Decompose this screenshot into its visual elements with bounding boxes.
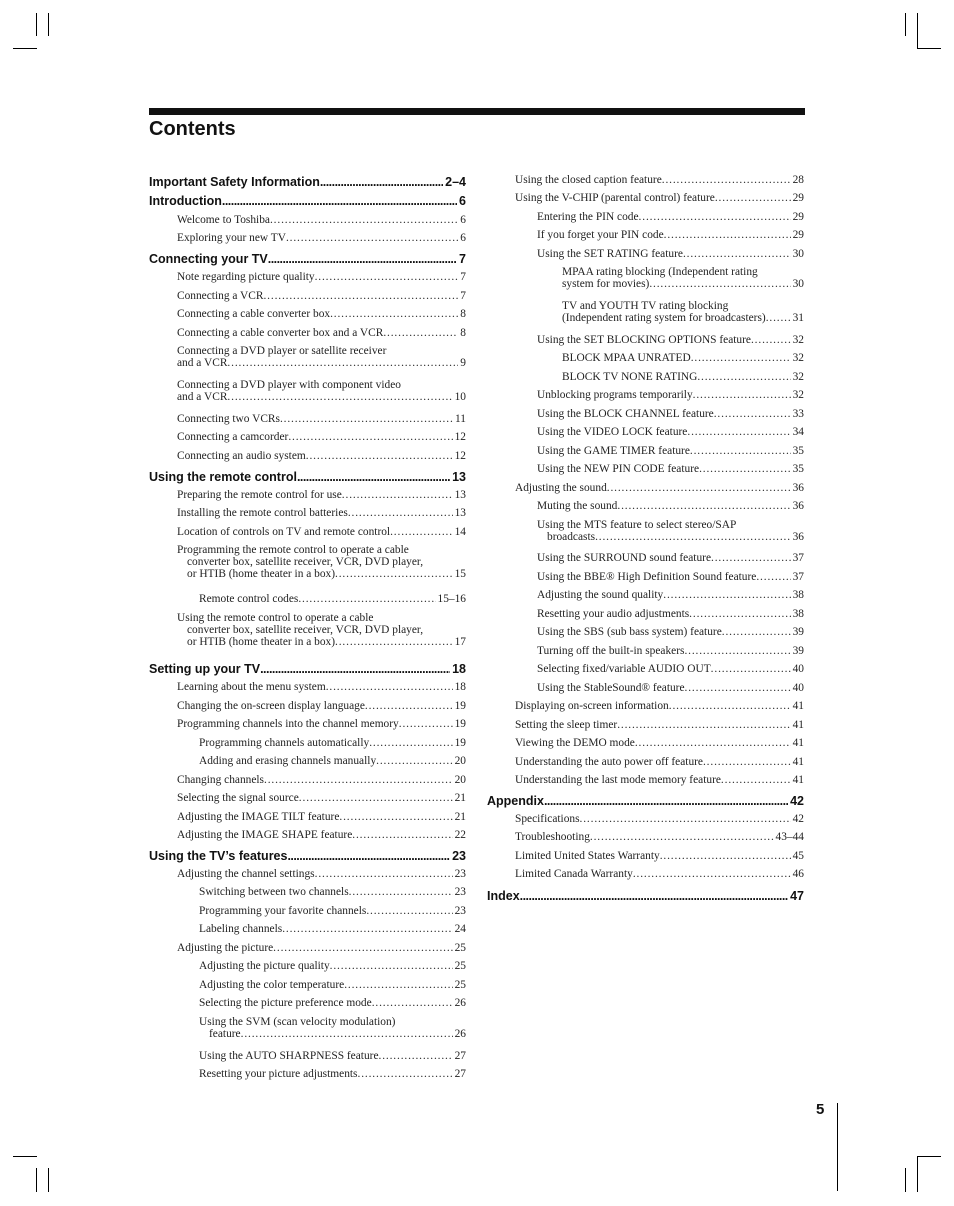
toc-entry[interactable]: Connecting a cable converter box . . . 8 bbox=[177, 308, 466, 320]
toc-section[interactable]: Setting up your TV . . . 18 bbox=[149, 662, 466, 676]
toc-entry[interactable]: Learning about the menu system . . . 18 bbox=[177, 681, 466, 693]
crop-mark bbox=[905, 1168, 906, 1192]
toc-entry[interactable]: Using the remote control to operate a cable converter box, satellite receiver, VCR, DVD player, or HTIB (home theater in a box) . . . 17 bbox=[177, 612, 466, 648]
toc-section[interactable]: Introduction . . . 6 bbox=[149, 194, 466, 208]
crop-mark bbox=[13, 48, 37, 49]
toc-entry[interactable]: Preparing the remote control for use . . . 13 bbox=[177, 489, 466, 501]
toc-entry[interactable]: Adjusting the picture . . . 25 bbox=[177, 942, 466, 954]
toc-entry[interactable]: Connecting two VCRs . . . 11 bbox=[177, 413, 466, 425]
toc-entry[interactable]: Entering the PIN code . . . 29 bbox=[537, 211, 804, 223]
toc-entry[interactable]: Resetting your picture adjustments . . . 27 bbox=[199, 1068, 466, 1080]
toc-entry[interactable]: Programming your favorite channels . . . 23 bbox=[199, 905, 466, 917]
page-number: 5 bbox=[816, 1101, 825, 1118]
toc-entry[interactable]: Connecting a camcorder . . . 12 bbox=[177, 431, 466, 443]
crop-mark bbox=[917, 1156, 918, 1192]
toc-entry[interactable]: Remote control codes . . . 15–16 bbox=[199, 593, 466, 605]
toc-entry[interactable]: Selecting the picture preference mode . . . 26 bbox=[199, 997, 466, 1009]
toc-entry[interactable]: Selecting the signal source . . . 21 bbox=[177, 792, 466, 804]
toc-entry[interactable]: Limited United States Warranty . . . 45 bbox=[515, 850, 804, 862]
toc-entry[interactable]: Programming channels automatically . . . 19 bbox=[199, 737, 466, 749]
toc-entry[interactable]: Labeling channels . . . 24 bbox=[199, 923, 466, 935]
toc-entry[interactable]: Exploring your new TV . . . 6 bbox=[177, 232, 466, 244]
toc-section[interactable]: Appendix . . . 42 bbox=[487, 794, 804, 808]
toc-entry[interactable]: Troubleshooting . . . 43–44 bbox=[515, 831, 804, 843]
toc-entry[interactable]: Installing the remote control batteries . . . 13 bbox=[177, 507, 466, 519]
crop-mark bbox=[905, 13, 906, 36]
toc-entry[interactable]: Using the SET BLOCKING OPTIONS feature . . . 32 bbox=[537, 334, 804, 346]
toc-entry[interactable]: Using the NEW PIN CODE feature . . . 35 bbox=[537, 463, 804, 475]
toc-entry[interactable]: TV and YOUTH TV rating blocking (Independent rating system for broadcasters) . . . 31 bbox=[562, 300, 804, 324]
toc-entry[interactable]: Location of controls on TV and remote control . . . 14 bbox=[177, 526, 466, 538]
toc-entry[interactable]: Changing the on-screen display language . . . 19 bbox=[177, 700, 466, 712]
toc-entry[interactable]: Using the SBS (sub bass system) feature . . . 39 bbox=[537, 626, 804, 638]
toc-entry[interactable]: Displaying on-screen information . . . 41 bbox=[515, 700, 804, 712]
toc-entry[interactable]: BLOCK MPAA UNRATED . . . 32 bbox=[562, 352, 804, 364]
toc-entry[interactable]: Welcome to Toshiba . . . 6 bbox=[177, 214, 466, 226]
toc-section[interactable]: Connecting your TV . . . 7 bbox=[149, 252, 466, 266]
toc-entry[interactable]: If you forget your PIN code . . . 29 bbox=[537, 229, 804, 241]
toc-entry[interactable]: Using the V-CHIP (parental control) feature . . . 29 bbox=[515, 192, 804, 204]
toc-entry[interactable]: Using the closed caption feature . . . 28 bbox=[515, 174, 804, 186]
toc-entry[interactable]: Adjusting the sound . . . 36 bbox=[515, 482, 804, 494]
toc-entry[interactable]: Using the BLOCK CHANNEL feature . . . 33 bbox=[537, 408, 804, 420]
toc-entry[interactable]: Programming the remote control to operate a cable converter box, satellite receiver, VCR, DVD player, or HTIB (home theater in a box) . . . 15 bbox=[177, 544, 466, 580]
crop-mark bbox=[917, 48, 941, 49]
toc-entry[interactable]: Using the MTS feature to select stereo/SAP broadcasts . . . 36 bbox=[537, 519, 804, 543]
toc-entry[interactable]: Connecting a DVD player with component video and a VCR . . . 10 bbox=[177, 379, 466, 403]
toc-entry[interactable]: Using the GAME TIMER feature . . . 35 bbox=[537, 445, 804, 457]
toc-section[interactable]: Index . . . 47 bbox=[487, 889, 804, 903]
toc-entry[interactable]: Muting the sound . . . 36 bbox=[537, 500, 804, 512]
toc-entry[interactable]: Using the BBE® High Definition Sound feature . . . 37 bbox=[537, 571, 804, 583]
toc-entry[interactable]: Programming channels into the channel memory . . . 19 bbox=[177, 718, 466, 730]
crop-mark bbox=[13, 1156, 37, 1157]
toc-entry[interactable]: Using the SVM (scan velocity modulation) feature . . . 26 bbox=[199, 1016, 466, 1040]
toc-entry[interactable]: Adjusting the color temperature . . . 25 bbox=[199, 979, 466, 991]
toc-entry[interactable]: Limited Canada Warranty . . . 46 bbox=[515, 868, 804, 880]
toc-entry[interactable]: Adjusting the sound quality . . . 38 bbox=[537, 589, 804, 601]
page-number-rule bbox=[837, 1103, 838, 1191]
toc-entry[interactable]: Changing channels . . . 20 bbox=[177, 774, 466, 786]
page-title: Contents bbox=[149, 118, 236, 140]
toc-entry[interactable]: Connecting an audio system . . . 12 bbox=[177, 450, 466, 462]
toc-entry[interactable]: Adjusting the channel settings . . . 23 bbox=[177, 868, 466, 880]
toc-entry[interactable]: Using the VIDEO LOCK feature . . . 34 bbox=[537, 426, 804, 438]
toc-entry[interactable]: Understanding the last mode memory feature . . . 41 bbox=[515, 774, 804, 786]
toc-entry[interactable]: Connecting a DVD player or satellite receiver and a VCR . . . 9 bbox=[177, 345, 466, 369]
toc-entry[interactable]: Note regarding picture quality . . . 7 bbox=[177, 271, 466, 283]
crop-mark bbox=[917, 1156, 941, 1157]
toc-entry[interactable]: Using the AUTO SHARPNESS feature . . . 27 bbox=[199, 1050, 466, 1062]
toc-entry[interactable]: Specifications . . . 42 bbox=[515, 813, 804, 825]
toc-entry[interactable]: Adding and erasing channels manually . . . 20 bbox=[199, 755, 466, 767]
toc-entry[interactable]: Connecting a cable converter box and a VCR . . . 8 bbox=[177, 327, 466, 339]
toc-entry[interactable]: MPAA rating blocking (Independent rating system for movies) . . . 30 bbox=[562, 266, 804, 290]
toc-entry[interactable]: Using the StableSound® feature . . . 40 bbox=[537, 682, 804, 694]
toc-entry[interactable]: Unblocking programs temporarily . . . 32 bbox=[537, 389, 804, 401]
crop-mark bbox=[48, 1168, 49, 1192]
crop-mark bbox=[917, 13, 918, 48]
toc-entry[interactable]: Resetting your audio adjustments . . . 38 bbox=[537, 608, 804, 620]
toc-entry[interactable]: Viewing the DEMO mode . . . 41 bbox=[515, 737, 804, 749]
header-rule bbox=[149, 108, 805, 115]
toc-entry[interactable]: Understanding the auto power off feature . . . 41 bbox=[515, 756, 804, 768]
crop-mark bbox=[48, 13, 49, 36]
toc-entry[interactable]: Switching between two channels . . . 23 bbox=[199, 886, 466, 898]
toc-entry[interactable]: Adjusting the IMAGE SHAPE feature . . . 22 bbox=[177, 829, 466, 841]
crop-mark bbox=[36, 13, 37, 36]
toc-entry[interactable]: Using the SET RATING feature . . . 30 bbox=[537, 248, 804, 260]
toc-entry[interactable]: Connecting a VCR . . . 7 bbox=[177, 290, 466, 302]
toc-entry[interactable]: Using the SURROUND sound feature . . . 37 bbox=[537, 552, 804, 564]
toc-entry[interactable]: Adjusting the IMAGE TILT feature . . . 21 bbox=[177, 811, 466, 823]
toc-section[interactable]: Using the remote control . . . 13 bbox=[149, 470, 466, 484]
toc-entry[interactable]: Adjusting the picture quality . . . 25 bbox=[199, 960, 466, 972]
toc-entry[interactable]: BLOCK TV NONE RATING . . . 32 bbox=[562, 371, 804, 383]
toc-entry[interactable]: Selecting fixed/variable AUDIO OUT . . . 40 bbox=[537, 663, 804, 675]
toc-entry[interactable]: Setting the sleep timer . . . 41 bbox=[515, 719, 804, 731]
crop-mark bbox=[36, 1168, 37, 1192]
toc-entry[interactable]: Turning off the built-in speakers . . . 39 bbox=[537, 645, 804, 657]
toc-section[interactable]: Important Safety Information . . . 2–4 bbox=[149, 175, 466, 189]
toc-section[interactable]: Using the TV’s features . . . 23 bbox=[149, 849, 466, 863]
